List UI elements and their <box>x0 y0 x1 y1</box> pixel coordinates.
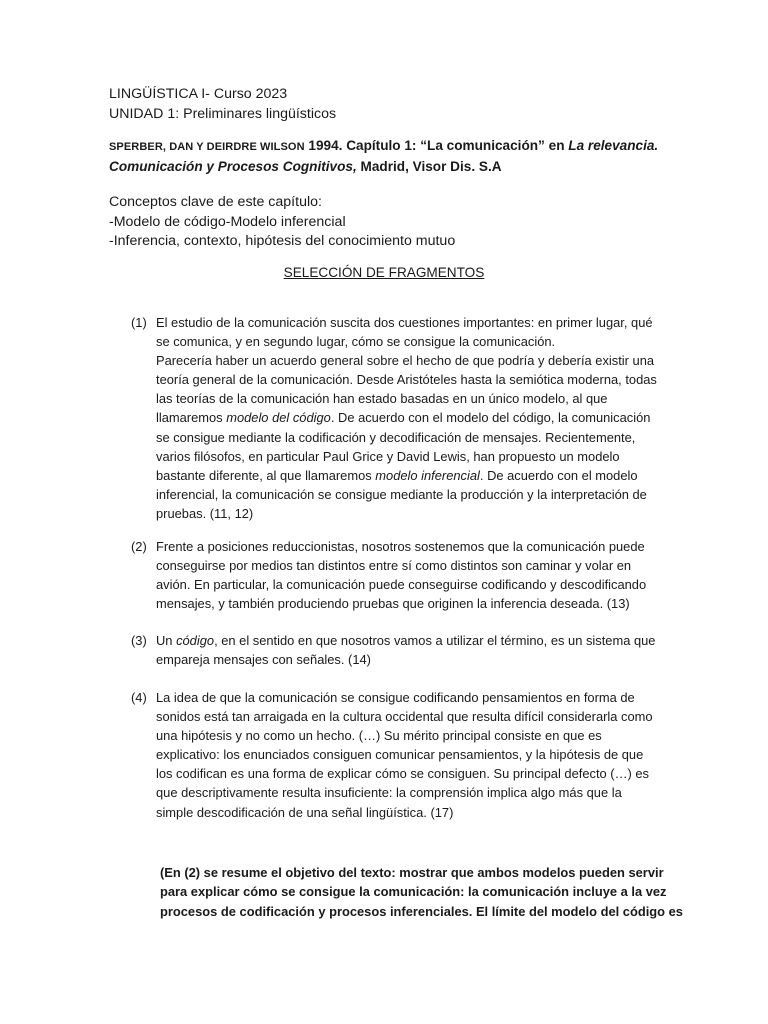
key-concepts-heading: Conceptos clave de este capítulo: <box>109 194 322 210</box>
fragment-text: . De acuerdo con el modelo del código, la comunicación se consigue mediante la codificación y decodificación de mensajes. Recientemente, varios filósofos, en particular Paul Grice y David Lewis, han propuesto un modelo bastante diferente, al que llamaremos <box>156 410 651 483</box>
term-modelo-inferencial: modelo inferencial <box>375 467 480 483</box>
unit-title: UNIDAD 1: Preliminares lingüísticos <box>109 106 337 122</box>
citation-book-title-2: Comunicación y Procesos Cognitivos, <box>109 159 357 174</box>
fragment-number: (1) <box>131 315 147 330</box>
citation-authors: SPERBER, DAN Y DEIRDRE WILSON <box>109 141 305 153</box>
summary-line: para explicar cómo se consigue la comunicación: la comunicación incluye a la vez <box>160 884 667 900</box>
key-concepts <box>109 193 455 252</box>
fragment-body: Frente a posiciones reduccionistas, nosotros sostenemos que la comunicación puede conseguirse por medios tan distintos entre sí como distintos son caminar y volar en avión. En particular, la comunicación puede conseguirse codificando y descodificando mensajes, y también produciendo pruebas que originen la inferencia deseada. (13) <box>156 539 647 612</box>
fragment-paragraph: El estudio de la comunicación suscita dos cuestiones importantes: en primer lugar, qué se comunica, y en segundo lugar, cómo se consigue la comunicación. <box>156 315 653 350</box>
fragment-1 <box>131 313 661 523</box>
term-modelo-del-codigo: modelo del código <box>226 410 331 426</box>
fragment-4 <box>131 688 661 822</box>
fragment-paragraph <box>156 351 661 523</box>
fragment-text: . De acuerdo con el modelo inferencial, la comunicación se consigue mediante la producción y la interpretación de pruebas. (11, 12) <box>156 467 647 521</box>
fragment-text: , en el sentido en que nosotros vamos a utilizar el término, es un sistema que empareja mensajes con señales. (14) <box>156 633 656 668</box>
bibliographic-citation <box>109 136 669 177</box>
section-title-text: SELECCIÓN DE FRAGMENTOS <box>283 265 485 280</box>
key-concept-item: -Inferencia, contexto, hipótesis del conocimiento mutuo <box>109 233 456 249</box>
course-header <box>109 84 336 124</box>
fragment-body: La idea de que la comunicación se consigue codificando pensamientos en forma de sonidos está tan arraigada en la cultura occidental que resulta difícil considerarla como una hipótesis y no como un hecho. (…) Su mérito principal consiste en que es explicativo: los enunciados consiguen comunicar pensamientos, y la hipótesis de que los codifican es una forma de explicar cómo se consiguen. Su principal defecto (…) es que descriptivamente resulta insuficiente: la comprensión implica algo más que la simple descodificación de una señal lingüística. (17) <box>156 690 653 820</box>
fragment-number: (4) <box>131 690 147 705</box>
term-codigo: código <box>176 633 215 648</box>
course-title: LINGÜÍSTICA I- Curso 2023 <box>109 86 288 102</box>
fragment-body <box>156 631 661 669</box>
citation-book-title-1: La relevancia. <box>568 138 659 153</box>
fragment-3 <box>131 631 661 669</box>
citation-year-chapter: 1994. Capítulo 1: “La comunicación” en <box>304 138 569 153</box>
fragment-number: (2) <box>131 539 147 554</box>
fragment-number: (3) <box>131 633 147 648</box>
section-title <box>0 264 768 282</box>
summary-line: procesos de codificación y procesos inferenciales. El límite del modelo del código es <box>160 903 683 919</box>
fragment-body <box>156 313 661 523</box>
summary-line: (En (2) se resume el objetivo del texto: mostrar que ambos modelos pueden servir <box>160 865 664 880</box>
fragment-text: Un <box>156 633 177 648</box>
key-concept-item: -Modelo de código-Modelo inferencial <box>109 213 346 230</box>
citation-publisher: Madrid, Visor Dis. S.A <box>356 159 502 174</box>
summary-note <box>160 863 683 921</box>
fragment-2 <box>131 537 661 613</box>
fragment-text: Parecería haber un acuerdo general sobre el hecho de que podría y debería existir una teoría general de la comunicación. Desde Aristóteles hasta la semiótica moderna, todas las teorías de la comunicación han estado basadas en un único modelo, al que llamaremos <box>156 353 657 426</box>
